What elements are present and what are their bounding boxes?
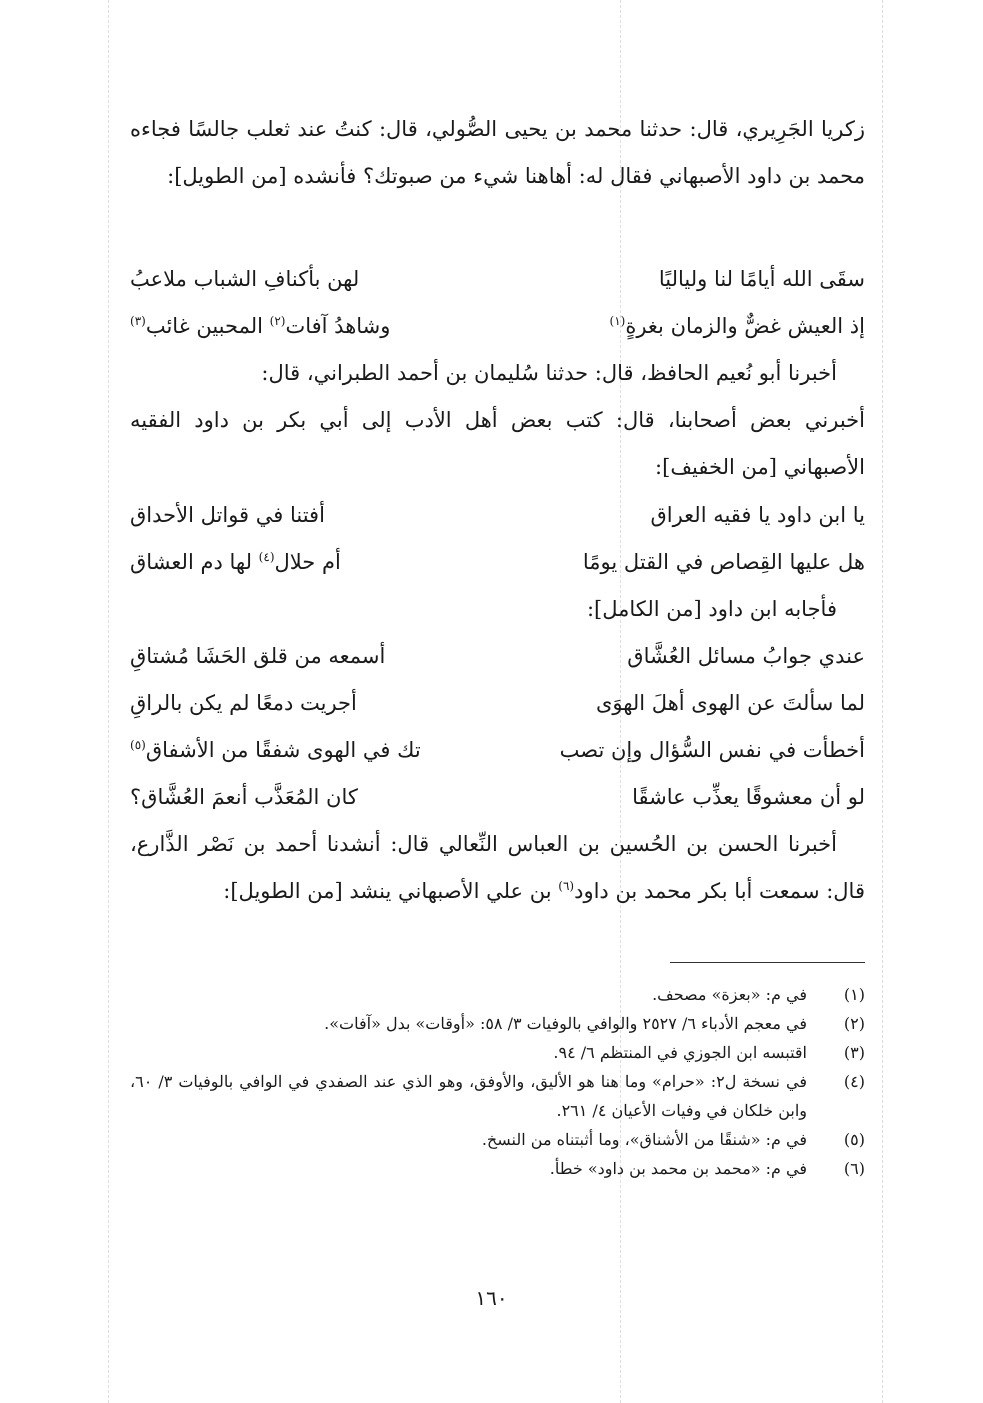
verse-second-hemistich: لهن بأكنافِ الشباب ملاعبُ bbox=[130, 267, 360, 291]
footnote-number: (٢) bbox=[843, 1014, 865, 1033]
verse-second-hemistich: أم حلال$^{(٤)}$ لها دم العشاق bbox=[130, 550, 341, 574]
verse-line bbox=[130, 680, 865, 727]
footnote-item bbox=[130, 1038, 865, 1067]
scan-artifact-line bbox=[108, 0, 109, 1403]
verse-first-hemistich: هل عليها القِصاص في القتل يومًا bbox=[582, 550, 865, 574]
paragraph-text: فأجابه ابن داود [من الكامل]: bbox=[586, 597, 837, 621]
footnote-item bbox=[130, 980, 865, 1009]
poem-3 bbox=[130, 633, 865, 821]
paragraph-text: أخبرنا الحسن بن الحُسين بن العباس النِّعالي قال: أنشدنا أحمد بن نَصْر الذَّارع، قال: سمعت أبا بكر محمد بن داود$^{(٦)}$ بن علي الأصبهاني ينشد [من الطويل]: bbox=[130, 832, 865, 903]
footnote-number: (٦) bbox=[843, 1159, 865, 1178]
footnote-item bbox=[130, 1125, 865, 1154]
footnote-text: في معجم الأدباء ٦/ ٢٥٢٧ والوافي بالوفيات ٣/ ٥٨: «أوقات» بدل «آفات». bbox=[324, 1014, 807, 1033]
verse-line bbox=[130, 256, 865, 303]
footnote-ref[interactable]: (٥) bbox=[130, 738, 146, 752]
footnote-ref[interactable]: (٦) bbox=[558, 879, 575, 893]
footnotes bbox=[130, 980, 865, 1183]
paragraph-text: أخبرنا أبو نُعيم الحافظ، قال: حدثنا سُليمان بن أحمد الطبراني، قال: bbox=[261, 361, 837, 385]
poem-1 bbox=[130, 256, 865, 350]
verse-second-hemistich: تك في الهوى شفقًا من الأشفاق$^{(٥)}$ bbox=[130, 738, 421, 762]
verse-second-hemistich: أفتنا في قواتل الأحداق bbox=[130, 503, 325, 527]
verse-first-hemistich: عندي جوابُ مسائل العُشَّاق bbox=[627, 644, 865, 668]
prose-paragraph-2 bbox=[130, 350, 865, 491]
verse-first-hemistich: سقَى الله أيامًا لنا ولياليًا bbox=[658, 267, 865, 291]
footnote-ref[interactable]: (٤) bbox=[258, 550, 275, 564]
paragraph-text: أخبرني بعض أصحابنا، قال: كتب بعض أهل الأدب إلى أبي بكر بن داود الفقيه الأصبهاني [من الخفيف]: bbox=[130, 408, 865, 479]
footnote-item bbox=[130, 1154, 865, 1183]
paragraph-text: زكريا الجَرِيري، قال: حدثنا محمد بن يحيى الصُّولي، قال: كنتُ عند ثعلب جالسًا فجاءه محمد بن داود الأصبهاني فقال له: أهاهنا شيء من صبوتك؟ فأنشده [من الطويل]: bbox=[130, 117, 865, 188]
verse-second-hemistich: أجريت دمعًا لم يكن بالراقِ bbox=[130, 691, 357, 715]
footnote-number: (٣) bbox=[843, 1043, 865, 1062]
prose-paragraph-1 bbox=[130, 106, 865, 200]
verse-line bbox=[130, 492, 865, 539]
verse-first-hemistich: لو أن معشوقًا يعذِّب عاشقًا bbox=[632, 785, 865, 809]
footnote-number: (١) bbox=[843, 985, 865, 1004]
verse-line bbox=[130, 633, 865, 680]
verse-second-hemistich: وشاهدُ آفات$^{(٢)}$ المحبين غائب$^{(٣)}$ bbox=[130, 314, 391, 338]
verse-first-hemistich: إذ العيش غضٌّ والزمان بغرةٍ$^{(١)}$ bbox=[609, 314, 865, 338]
verse-first-hemistich: لما سألتَ عن الهوى أهلَ الهوَى bbox=[595, 691, 865, 715]
verse-second-hemistich: أسمعه من قلق الحَشَا مُشتاقِ bbox=[130, 644, 386, 668]
verse-line bbox=[130, 303, 865, 350]
prose-paragraph-4 bbox=[130, 821, 865, 915]
poem-2 bbox=[130, 492, 865, 586]
footnote-text: في م: «شنقًا من الأشناق»، وما أثبتناه من النسخ. bbox=[481, 1130, 807, 1149]
footnote-text: اقتبسه ابن الجوزي في المنتظم ٦/ ٩٤. bbox=[553, 1043, 807, 1062]
footnote-separator bbox=[670, 962, 865, 963]
verse-line bbox=[130, 774, 865, 821]
scan-artifact-line bbox=[882, 0, 883, 1403]
verse-first-hemistich: أخطأت في نفس السُّؤال وإن تصب bbox=[559, 738, 865, 762]
verse-second-hemistich: كان المُعَذَّب أنعمَ العُشَّاق؟ bbox=[130, 785, 358, 809]
footnote-item bbox=[130, 1067, 865, 1125]
footnote-number: (٥) bbox=[843, 1130, 865, 1149]
footnote-text: في نسخة ل٢: «حرام» وما هنا هو الأليق، والأوفق، وهو الذي عند الصفدي في الوافي بالوفيات ٣/ ٦٠، وابن خلكان في وفيات الأعيان ٤/ ٢٦١. bbox=[130, 1072, 807, 1120]
verse-line bbox=[130, 727, 865, 774]
footnote-ref[interactable]: (١) bbox=[609, 314, 626, 328]
footnote-text: في م: «محمد بن محمد بن داود» خطأ. bbox=[549, 1159, 807, 1178]
footnote-ref[interactable]: (٢) bbox=[269, 314, 286, 328]
page-number: ١٦٠ bbox=[475, 1286, 508, 1310]
footnote-text: في م: «بعزة» مصحف. bbox=[652, 985, 807, 1004]
footnote-item bbox=[130, 1009, 865, 1038]
footnote-number: (٤) bbox=[843, 1072, 865, 1091]
verse-line bbox=[130, 539, 865, 586]
prose-paragraph-3 bbox=[130, 586, 865, 633]
footnote-ref[interactable]: (٣) bbox=[130, 314, 146, 328]
verse-first-hemistich: يا ابن داود يا فقيه العراق bbox=[650, 503, 865, 527]
